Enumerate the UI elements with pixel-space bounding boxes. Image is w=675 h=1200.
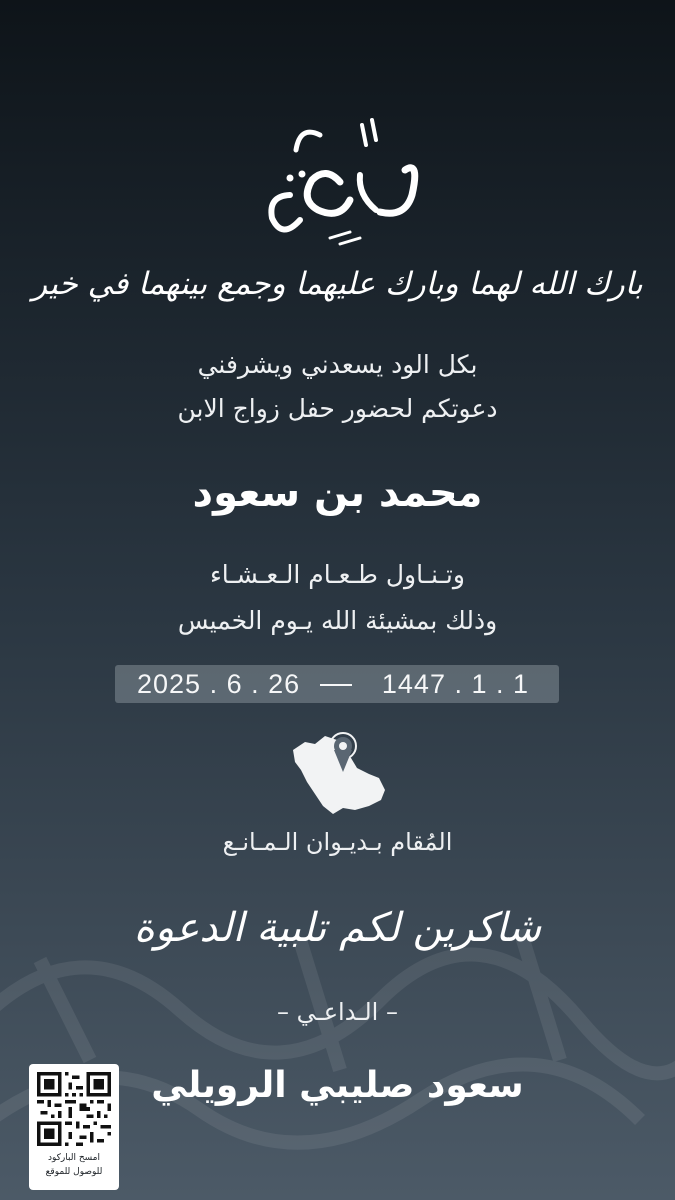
invitation-title-calligraphy bbox=[0, 100, 675, 250]
qr-code-card[interactable] bbox=[29, 1064, 119, 1190]
qr-caption-location: للوصول للموقع bbox=[45, 1167, 103, 1177]
title-calligraphy-art bbox=[0, 100, 675, 250]
date-bar bbox=[115, 665, 559, 703]
saudi-map-location-icon[interactable] bbox=[285, 728, 395, 820]
intro-line-1: بكل الود يسعدني ويشرفني bbox=[197, 350, 478, 379]
qr-caption-scan: امسح الباركود bbox=[47, 1153, 100, 1163]
date-separator bbox=[320, 684, 352, 686]
hijri-date: 1447 . 1 . 1 bbox=[381, 669, 529, 699]
dinner-line: وتـنـاول طـعـام الـعـشـاء bbox=[210, 560, 465, 589]
gregorian-date: 2025 . 6 . 26 bbox=[137, 669, 301, 699]
qr-code-icon[interactable] bbox=[37, 1072, 111, 1146]
when-line: وذلك بمشيئة الله يـوم الخميس bbox=[177, 606, 498, 635]
venue-line: المُقام بـديـوان الـمـانـع bbox=[222, 828, 453, 856]
blessing-line: بارك الله لهما وبارك عليهما وجمع بينهما في خير bbox=[32, 266, 643, 302]
groom-name: محمد بن سعود bbox=[192, 470, 483, 516]
host-name: سعود صليبي الرويلي bbox=[151, 1065, 524, 1106]
host-label: – الـداعـي – bbox=[277, 998, 398, 1026]
thanks-line: شاكرين لكم تلبية الدعوة bbox=[133, 905, 542, 951]
intro-line-2: دعوتكم لحضور حفل زواج الابن bbox=[177, 394, 498, 423]
